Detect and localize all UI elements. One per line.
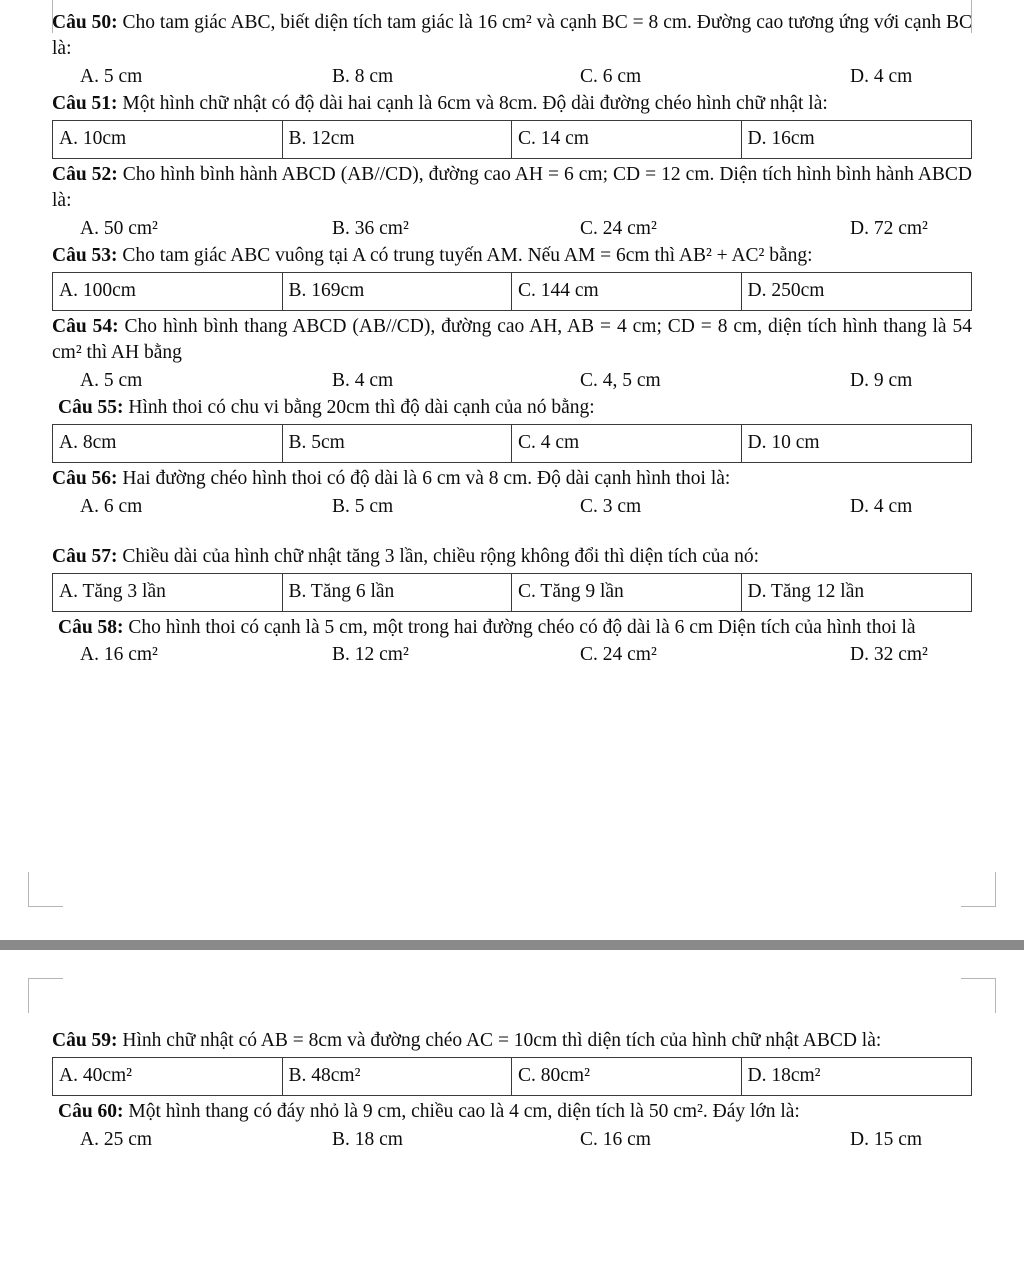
- option-c[interactable]: C. Tăng 9 lần: [512, 574, 742, 611]
- option-b[interactable]: B. 5 cm: [332, 496, 394, 518]
- option-c[interactable]: C. 4, 5 cm: [580, 370, 661, 392]
- option-d[interactable]: D. 15 cm: [850, 1128, 923, 1150]
- option-b[interactable]: B. 8 cm: [332, 65, 394, 87]
- option-d[interactable]: D. 4 cm: [850, 496, 913, 518]
- page-corner-mark: [961, 872, 996, 907]
- answer-options: [52, 64, 972, 89]
- option-a[interactable]: A. 40cm²: [53, 1058, 283, 1095]
- option-a[interactable]: A. 25 cm: [80, 1128, 153, 1150]
- option-d[interactable]: D. 10 cm: [747, 432, 820, 454]
- option-b[interactable]: B. Tăng 6 lần: [283, 574, 513, 611]
- question-label: Câu 52:: [52, 164, 118, 186]
- question-body: Cho tam giác ABC vuông tại A có trung tuyến AM. Nếu AM = 6cm thì AB² + AC² bằng:: [117, 245, 813, 267]
- question-body: Một hình thang có đáy nhỏ là 9 cm, chiều cao là 4 cm, diện tích là 50 cm². Đáy lớn là:: [123, 1100, 800, 1122]
- question-label: Câu 53:: [52, 245, 118, 267]
- question-text: [52, 10, 972, 62]
- question-label: Câu 51:: [52, 93, 118, 115]
- option-d[interactable]: D. 18cm²: [747, 1064, 821, 1086]
- question-label: Câu 54:: [52, 316, 119, 338]
- answer-options: [52, 216, 972, 241]
- question-body: Chiều dài của hình chữ nhật tăng 3 lần, chiều rộng không đổi thì diện tích của nó:: [117, 545, 760, 567]
- question-q56: [52, 466, 972, 519]
- option-b[interactable]: B. 48cm²: [283, 1058, 513, 1095]
- question-label: Câu 57:: [52, 545, 118, 567]
- page-corner-mark: [28, 872, 63, 907]
- question-q57: [52, 544, 972, 612]
- question-q50: [52, 10, 972, 89]
- option-b[interactable]: B. 5cm: [283, 425, 513, 462]
- option-a[interactable]: A. 5 cm: [80, 370, 143, 392]
- option-c[interactable]: C. 144 cm: [512, 273, 742, 310]
- question-q51: [52, 91, 972, 159]
- option-c[interactable]: C. 3 cm: [580, 496, 642, 518]
- answer-options-table: [52, 573, 972, 612]
- option-a[interactable]: A. 50 cm²: [80, 217, 158, 239]
- question-q58: [52, 615, 972, 668]
- question-text: [52, 1099, 972, 1125]
- question-body: Hình chữ nhật có AB = 8cm và đường chéo AC = 10cm thì diện tích của hình chữ nhật ABCD là:: [117, 1030, 882, 1051]
- option-a[interactable]: A. 6 cm: [80, 496, 143, 518]
- question-text: [52, 615, 972, 641]
- question-text: [52, 544, 972, 570]
- question-body: Một hình chữ nhật có độ dài hai cạnh là 6cm và 8cm. Độ dài đường chéo hình chữ nhật là:: [117, 93, 828, 115]
- answer-options: [52, 1127, 972, 1152]
- option-b[interactable]: B. 12 cm²: [332, 644, 409, 666]
- option-a[interactable]: A. 5 cm: [80, 65, 143, 87]
- question-body: Hai đường chéo hình thoi có độ dài là 6 cm và 8 cm. Độ dài cạnh hình thoi là:: [117, 468, 731, 490]
- option-b[interactable]: B. 169cm: [283, 273, 513, 310]
- option-d[interactable]: D. 250cm: [747, 280, 825, 302]
- question-text: [52, 1028, 972, 1054]
- question-label: Câu 50:: [52, 12, 118, 33]
- question-label: Câu 58:: [58, 616, 124, 638]
- option-b[interactable]: B. 12cm: [283, 121, 513, 158]
- question-body: Cho hình thoi có cạnh là 5 cm, một trong hai đường chéo có độ dài là 6 cm Diện tích của hình thoi là: [123, 616, 916, 638]
- question-q53: [52, 243, 972, 311]
- option-a[interactable]: A. 10cm: [53, 121, 283, 158]
- option-c[interactable]: C. 80cm²: [512, 1058, 742, 1095]
- option-d[interactable]: D. 16cm: [747, 128, 815, 150]
- option-b[interactable]: B. 36 cm²: [332, 217, 409, 239]
- option-d[interactable]: D. Tăng 12 lần: [747, 580, 865, 602]
- question-label: Câu 56:: [52, 468, 118, 490]
- option-c[interactable]: C. 16 cm: [580, 1128, 651, 1150]
- question-label: Câu 60:: [58, 1100, 124, 1122]
- answer-options: [52, 642, 972, 667]
- option-c[interactable]: C. 24 cm²: [580, 644, 657, 666]
- question-text: [52, 91, 972, 117]
- answer-options-table: [52, 424, 972, 463]
- option-c[interactable]: C. 14 cm: [512, 121, 742, 158]
- page-corner-mark: [52, 0, 87, 33]
- option-d[interactable]: D. 9 cm: [850, 370, 913, 392]
- question-body: Cho hình bình hành ABCD (AB//CD), đường cao AH = 6 cm; CD = 12 cm. Diện tích hình bình hành ABCD là:: [52, 164, 973, 212]
- option-d[interactable]: D. 4 cm: [850, 65, 913, 87]
- option-c[interactable]: C. 6 cm: [580, 65, 642, 87]
- question-q60: [52, 1099, 972, 1152]
- answer-options-table: [52, 272, 972, 311]
- question-text: [52, 466, 972, 492]
- option-a[interactable]: A. 8cm: [53, 425, 283, 462]
- page-separator: [0, 940, 1024, 950]
- option-c[interactable]: C. 24 cm²: [580, 217, 657, 239]
- question-text: [52, 162, 972, 214]
- question-q59: [52, 1028, 972, 1096]
- question-label: Câu 55:: [58, 397, 124, 419]
- page-corner-mark: [961, 978, 996, 1013]
- question-label: Câu 59:: [52, 1030, 118, 1051]
- question-body: Cho tam giác ABC, biết diện tích tam giác là 16 cm² và cạnh BC = 8 cm. Đường cao tương ứng với cạnh BC là:: [52, 12, 973, 59]
- scanned-sheet-bottom: [0, 950, 1024, 1280]
- option-a[interactable]: A. 16 cm²: [80, 644, 158, 666]
- page-corner-mark: [28, 978, 63, 1013]
- question-q54: [52, 314, 972, 393]
- option-a[interactable]: A. 100cm: [53, 273, 283, 310]
- answer-options-table: [52, 120, 972, 159]
- question-body: Hình thoi có chu vi bằng 20cm thì độ dài cạnh của nó bằng:: [123, 397, 595, 419]
- question-body: Cho hình bình thang ABCD (AB//CD), đường cao AH, AB = 4 cm; CD = 8 cm, diện tích hình thang là 54 cm² thì AH bằng: [52, 316, 972, 364]
- option-c[interactable]: C. 4 cm: [512, 425, 742, 462]
- option-d[interactable]: D. 32 cm²: [850, 644, 928, 666]
- question-q52: [52, 162, 972, 241]
- option-d[interactable]: D. 72 cm²: [850, 217, 928, 239]
- option-b[interactable]: B. 4 cm: [332, 370, 394, 392]
- answer-options-table: [52, 1057, 972, 1096]
- answer-options: [52, 494, 972, 519]
- question-text: [52, 314, 972, 366]
- option-b[interactable]: B. 18 cm: [332, 1128, 403, 1150]
- question-text: [52, 243, 972, 269]
- question-q55: [52, 395, 972, 463]
- page-corner-mark: [937, 0, 972, 33]
- option-a[interactable]: A. Tăng 3 lần: [53, 574, 283, 611]
- answer-options: [52, 368, 972, 393]
- question-text: [52, 395, 972, 421]
